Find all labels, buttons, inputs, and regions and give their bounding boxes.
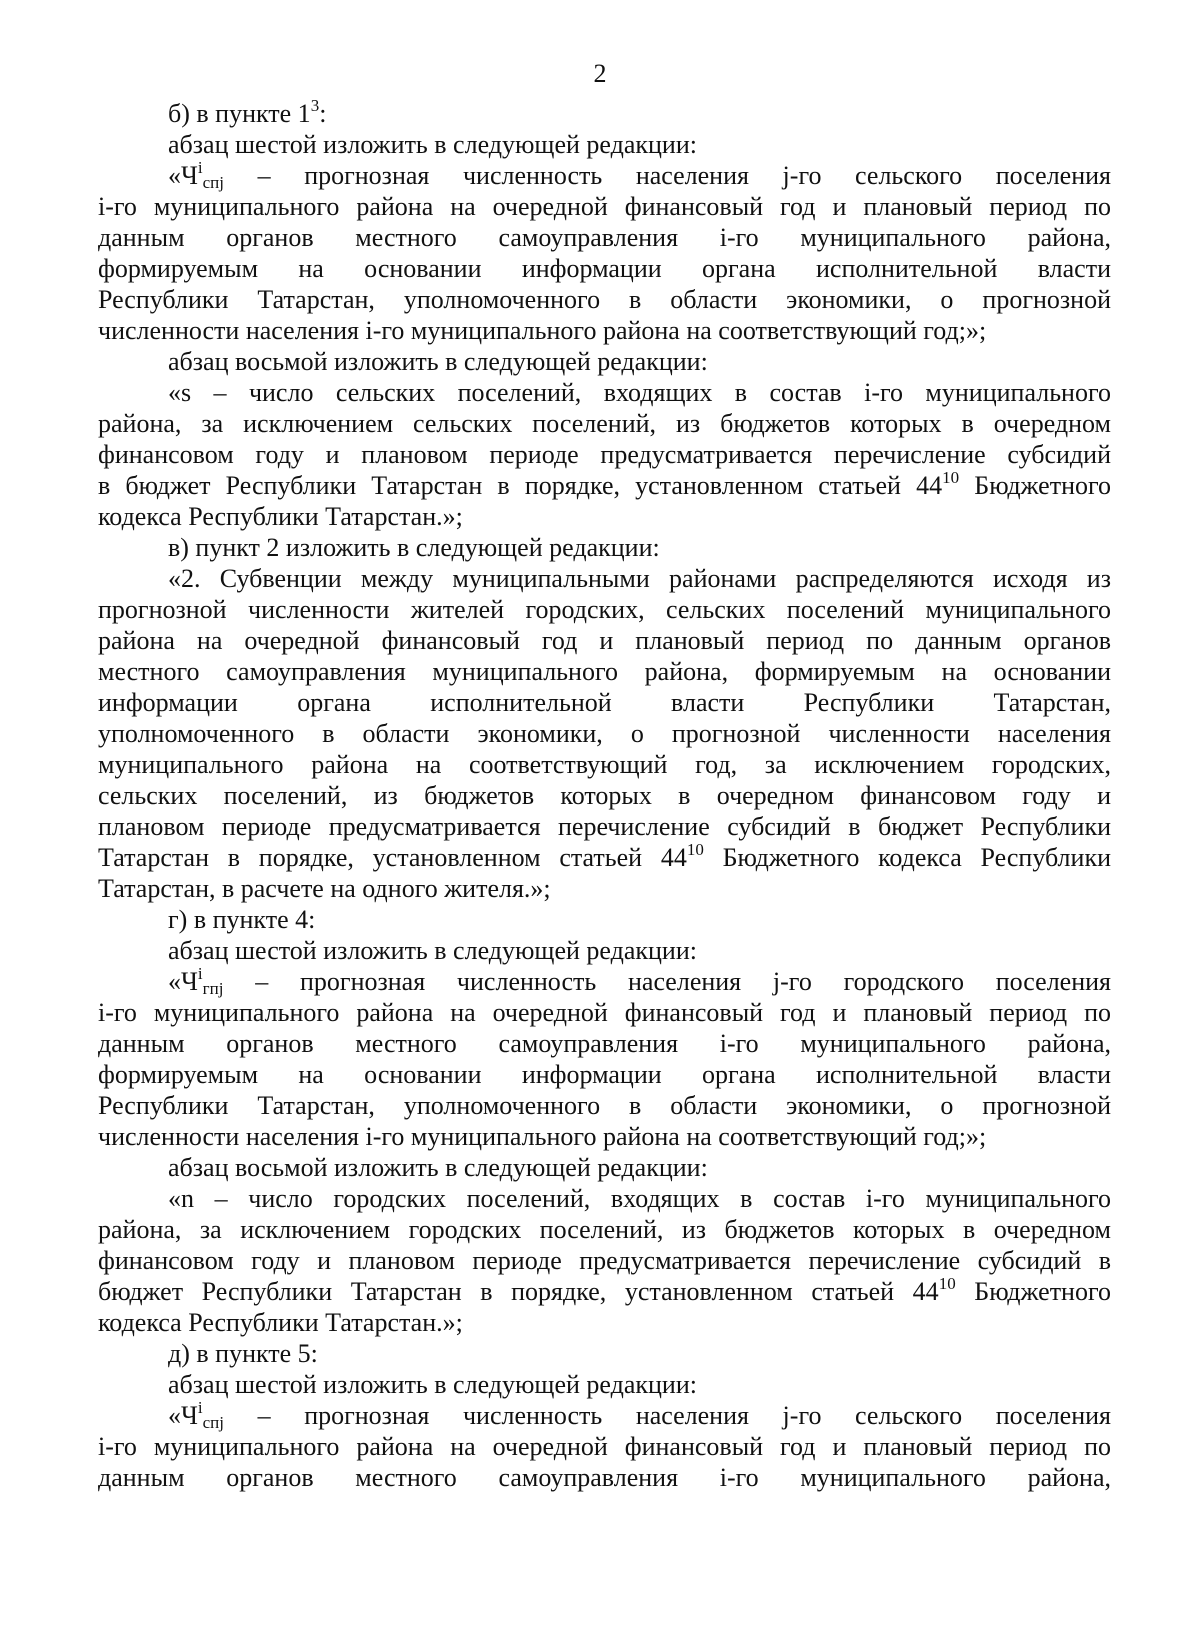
instruction-line: абзац шестой изложить в следующей редакции: <box>168 130 697 159</box>
text-line: численности населения i-го муниципального района на соответствующий год;»; <box>98 1122 987 1151</box>
text-line: финансовом году и плановом периоде предусматривается перечисление субсидий <box>98 440 1111 469</box>
text-line: «s – число сельских поселений, входящих в состав i-го муниципального <box>168 378 1111 407</box>
text-line: i-го муниципального района на очередной финансовый год и плановый период по <box>98 1432 1111 1461</box>
text-run: в бюджет Республики Татарстан в порядке, установленном статьей 44 <box>98 471 943 500</box>
page-number: 2 <box>593 59 607 88</box>
instruction-line: абзац восьмой изложить в следующей редакции: <box>168 347 708 376</box>
superscript: i <box>197 964 203 983</box>
superscript: 10 <box>938 1274 956 1293</box>
subscript: спj <box>202 173 225 192</box>
text-run: – прогнозная численность населения j-го сельского поселения <box>224 1401 1111 1430</box>
text-line: кодекса Республики Татарстан.»; <box>98 502 463 531</box>
clause-g-heading: г) в пункте 4: <box>168 905 316 934</box>
superscript: i <box>197 1398 203 1417</box>
text-run: Бюджетного кодекса Республики <box>703 843 1111 872</box>
text-run: б) в пункте 1 <box>168 99 311 128</box>
text-line: «n – число городских поселений, входящих в состав i-го муниципального <box>168 1184 1111 1213</box>
superscript: 10 <box>686 840 704 859</box>
text-line: данным органов местного самоуправления i-го муниципального района, <box>98 1029 1111 1058</box>
instruction-line: абзац шестой изложить в следующей редакции: <box>168 936 697 965</box>
text-run: Бюджетного <box>959 471 1111 500</box>
text-line: района на очередной финансовый год и плановый период по данным органов <box>98 626 1111 655</box>
text-line: Республики Татарстан, уполномоченного в области экономики, о прогнозной <box>98 285 1111 314</box>
subscript: спj <box>202 1413 225 1432</box>
text-line <box>98 1276 1111 1307</box>
text-line: данным органов местного самоуправления i-го муниципального района, <box>98 1463 1111 1492</box>
text-run: бюджет Республики Татарстан в порядке, установленном статьей 44 <box>98 1277 939 1306</box>
superscript: i <box>197 158 203 177</box>
text-line: формируемым на основании информации органа исполнительной власти <box>98 254 1111 283</box>
formula-line <box>98 160 1111 191</box>
text-line: численности населения i-го муниципального района на соответствующий год;»; <box>98 316 987 345</box>
text-line: Татарстан, в расчете на одного жителя.»; <box>98 874 551 903</box>
text-line: муниципального района на соответствующий год, за исключением городских, <box>98 750 1111 779</box>
formula-line <box>98 966 1111 997</box>
text-line <box>98 842 1111 873</box>
text-run: Бюджетного <box>955 1277 1111 1306</box>
text-line: прогнозной численности жителей городских, сельских поселений муниципального <box>98 595 1111 624</box>
text-line: i-го муниципального района на очередной финансовый год и плановый период по <box>98 998 1111 1027</box>
document-body <box>98 98 1111 1493</box>
text-line: местного самоуправления муниципального района, формируемым на основании <box>98 657 1111 686</box>
text-line: района, за исключением городских поселений, из бюджетов которых в очередном <box>98 1215 1111 1244</box>
text-run: «Ч <box>168 967 198 996</box>
text-line: информации органа исполнительной власти Республики Татарстан, <box>98 688 1111 717</box>
text-run: «Ч <box>168 161 198 190</box>
subscript: гпj <box>202 979 224 998</box>
text-line: формируемым на основании информации органа исполнительной власти <box>98 1060 1111 1089</box>
text-run: «Ч <box>168 1401 198 1430</box>
text-run: – прогнозная численность населения j-го городского поселения <box>223 967 1111 996</box>
clause-v-heading: в) пункт 2 изложить в следующей редакции: <box>168 533 660 562</box>
instruction-line: абзац восьмой изложить в следующей редакции: <box>168 1153 708 1182</box>
instruction-line: абзац шестой изложить в следующей редакции: <box>168 1370 697 1399</box>
text-run: : <box>319 99 327 128</box>
text-line: сельских поселений, из бюджетов которых в очередном финансовом году и <box>98 781 1111 810</box>
text-line: i-го муниципального района на очередной финансовый год и плановый период по <box>98 192 1111 221</box>
text-line: данным органов местного самоуправления i-го муниципального района, <box>98 223 1111 252</box>
clause-b-heading <box>98 98 1111 129</box>
superscript: 3 <box>310 96 320 115</box>
text-line: уполномоченного в области экономики, о прогнозной численности населения <box>98 719 1111 748</box>
clause-d-heading: д) в пункте 5: <box>168 1339 318 1368</box>
text-line: плановом периоде предусматривается перечисление субсидий в бюджет Республики <box>98 812 1111 841</box>
text-line: «2. Субвенции между муниципальными районами распределяются исходя из <box>168 564 1111 593</box>
superscript: 10 <box>942 468 960 487</box>
text-line: района, за исключением сельских поселений, из бюджетов которых в очередном <box>98 409 1111 438</box>
text-run: Татарстан в порядке, установленном статьей 44 <box>98 843 687 872</box>
text-line: Республики Татарстан, уполномоченного в области экономики, о прогнозной <box>98 1091 1111 1120</box>
text-line: финансовом году и плановом периоде предусматривается перечисление субсидий в <box>98 1246 1111 1275</box>
formula-line <box>98 1400 1111 1431</box>
text-line <box>98 470 1111 501</box>
text-run: – прогнозная численность населения j-го сельского поселения <box>224 161 1111 190</box>
text-line: кодекса Республики Татарстан.»; <box>98 1308 463 1337</box>
